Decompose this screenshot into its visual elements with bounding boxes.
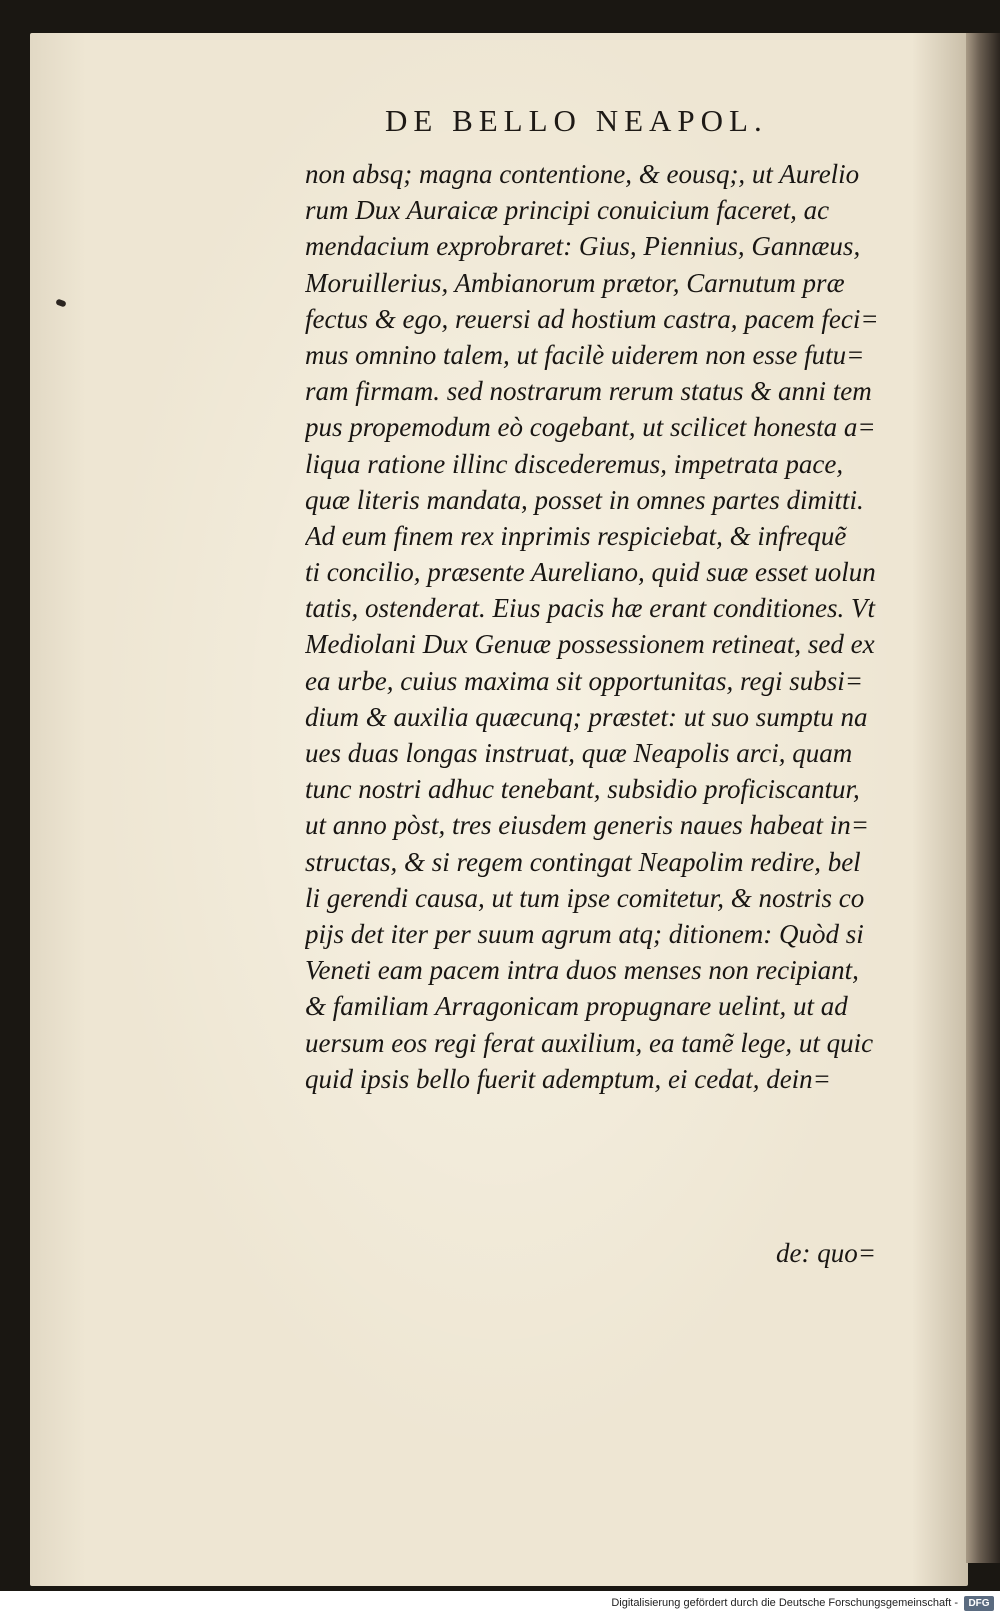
catchword: de: quo= (776, 1238, 876, 1268)
text-line: ues duas longas instruat, quæ Neapolis arci, quam (305, 738, 853, 768)
book-spine-edge (966, 33, 1000, 1563)
text-line: non absq; magna contentione, & eousq;, ut Aurelio (305, 159, 860, 189)
text-line: quæ literis mandata, posset in omnes partes dimitti. (305, 484, 864, 515)
text-line: pus propemodum eò cogebant, ut scilicet honesta a= (305, 412, 876, 443)
text-line: ram firmam. sed nostrarum rerum status & anni tem (305, 376, 872, 407)
running-head: DE BELLO NEAPOL. (385, 103, 768, 138)
text-line: liqua ratione illinc discederemus, impetrata pace, (305, 448, 844, 479)
text-line: mus omnino talem, ut facilè uiderem non esse futu= (305, 339, 865, 370)
text-line: ut anno pòst, tres eiusdem generis naues habeat in= (305, 810, 869, 841)
text-line: uersum eos regi ferat auxilium, ea tamẽ lege, ut quic (305, 1027, 874, 1058)
text-line: ea urbe, cuius maxima sit opportunitas, regi subsi= (305, 665, 863, 696)
text-line: & familiam Arragonicam propugnare uelint, ut ad (305, 991, 848, 1022)
dfg-logo-icon: DFG (964, 1596, 994, 1611)
text-line: rum Dux Auraicæ principi conuicium faceret, ac (305, 195, 830, 226)
body-text (305, 156, 930, 1097)
text-line: tatis, ostenderat. Eius pacis hæ erant conditiones. Vt (305, 593, 875, 624)
text-line: fectus & ego, reuersi ad hostium castra, pacem feci= (305, 303, 879, 334)
text-line: dium & auxilia quæcunq; præstet: ut suo sumptu na (305, 701, 868, 732)
digitization-footer (0, 1591, 1000, 1619)
text-line: tunc nostri adhuc tenebant, subsidio proficiscantur, (305, 774, 860, 805)
text-line: Mediolani Dux Genuæ possessionem retineat, sed ex (305, 629, 875, 660)
text-line: Ad eum finem rex inprimis respiciebat, & infrequẽ (305, 520, 847, 551)
text-line: Moruillerius, Ambianorum prætor, Carnutum præ (305, 267, 845, 298)
text-line: quid ipsis bello fuerit ademptum, ei cedat, dein= (305, 1063, 831, 1094)
funding-credit: Digitalisierung gefördert durch die Deutsche Forschungsgemeinschaft - (611, 1597, 958, 1609)
text-line: pijs det iter per suum agrum atq; ditionem: Quòd si (305, 918, 864, 949)
text-line: li gerendi causa, ut tum ipse comitetur, & nostris co (305, 882, 865, 913)
text-line: ti concilio, præsente Aureliano, quid suæ esset uolun (305, 557, 876, 588)
text-line: structas, & si regem contingat Neapolim redire, bel (305, 846, 861, 877)
text-line: mendacium exprobraret: Gius, Piennius, Gannæus, (305, 231, 861, 262)
text-line: Veneti eam pacem intra duos menses non recipiant, (305, 955, 859, 986)
